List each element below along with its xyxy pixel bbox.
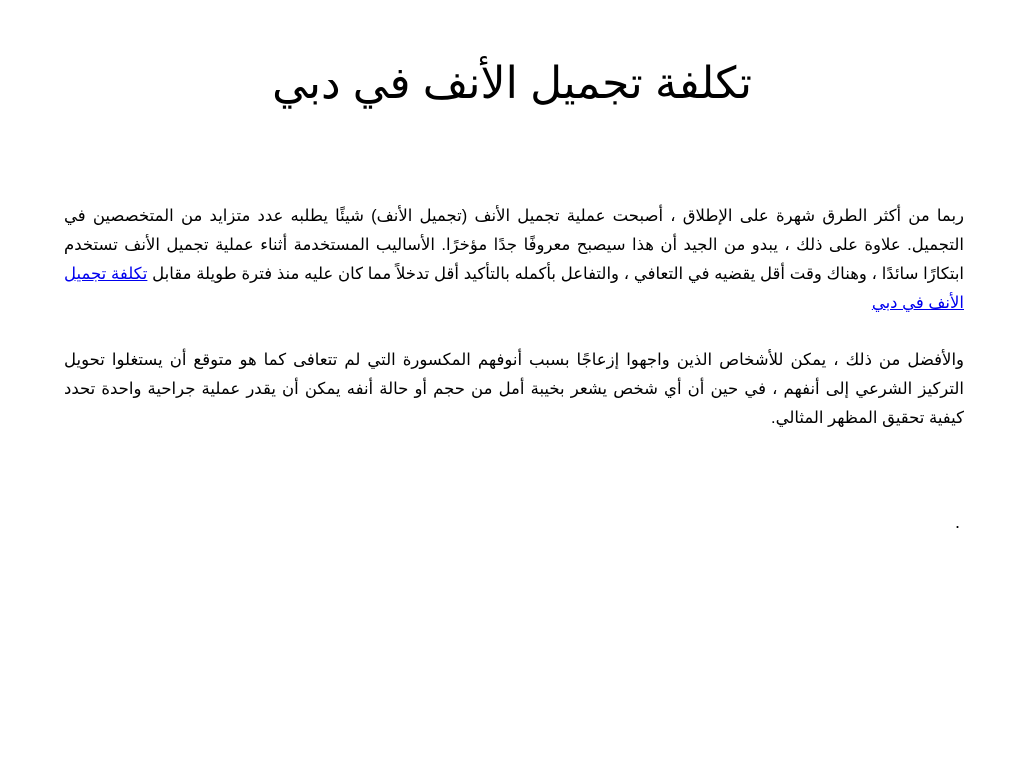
slide-title: تكلفة تجميل الأنف في دبي — [272, 59, 752, 108]
trailing-dot: . — [955, 512, 961, 532]
rhinoplasty-cost-link[interactable]: تكلفة تجميل الأنف في دبي — [64, 265, 964, 312]
slide-body — [64, 202, 964, 433]
paragraph-1-text: ربما من أكثر الطرق شهرة على الإطلاق ، أصبحت عملية تجميل الأنف (تجميل الأنف) شيئًا يطلبه عدد متزايد من المتخصصين في التجميل. علاوة على ذلك ، يبدو من الجيد أن هذا سيصبح معروفًا جدًا مؤخرًا. الأساليب المستخدمة أثناء عملية تجميل الأنف تستخدم ابتكارًا سائدًا ، وهناك وقت أقل يقضيه في التعافي ، والتفاعل بأكمله بالتأكيد أقل تدخلاً مما كان عليه منذ فترة طويلة مقابل — [64, 207, 965, 283]
paragraph-1 — [64, 202, 964, 318]
paragraph-2: والأفضل من ذلك ، يمكن للأشخاص الذين واجهوا إزعاجًا بسبب أنوفهم المكسورة التي لم تتعافى كما هو متوقع أن يستغلوا تحويل التركيز الشرعي إلى أنفهم ، في حين أن أي شخص يشعر بخيبة أمل من حجم أو حالة أنفه يمكن أن يقدر عملية جراحية واحدة تحدد كيفية تحقيق المظهر المثالي. — [64, 351, 964, 427]
